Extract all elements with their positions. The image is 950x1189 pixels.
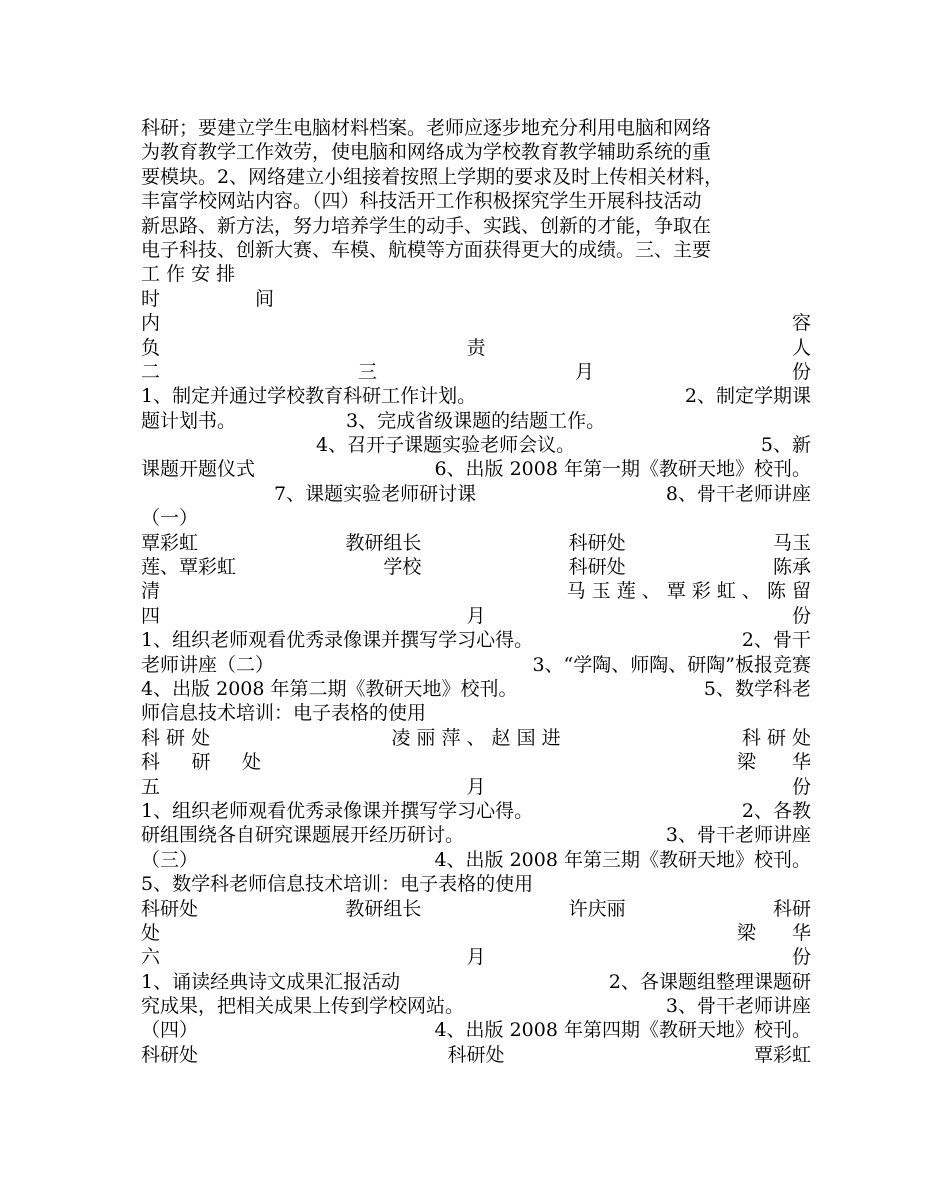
- document-page: [141, 116, 811, 1067]
- owner-line: 覃彩虹 教研组长 科研处 马玉: [141, 531, 811, 554]
- content-line: 师信息技术培训：电子表格的使用: [141, 702, 427, 725]
- owner-line: 科 研 处 梁 华: [141, 751, 811, 774]
- owner-line: 清 马 玉 莲 、 覃 彩 虹 、 陈 留: [141, 580, 811, 603]
- owner-line: 处 梁 华: [141, 921, 811, 944]
- content-line: 1、组织老师观看优秀录像课并撰写学习心得。 2、骨干: [141, 629, 811, 652]
- content-line: （四） 4、出版 2008 年第四期《教研天地》校刊。: [141, 1019, 811, 1042]
- content-line: 题计划书。 3、完成省级课题的结题工作。: [141, 409, 606, 432]
- month-row-feb-mar: 二 三 月 份: [141, 360, 811, 383]
- paragraph-line: 要模块。2、网络建立小组接着按照上学期的要求及时上传相关材料，: [141, 165, 724, 188]
- paragraph-line: 电子科技、创新大赛、车模、航模等方面获得更大的成绩。三、主要: [141, 238, 712, 261]
- content-line: 7、课题实验老师研讨课 8、骨干老师讲座: [274, 482, 811, 505]
- month-row-apr: 四 月 份: [141, 604, 811, 627]
- owner-line: 科 研 处 凌 丽 萍 、 赵 国 进 科 研 处: [141, 726, 811, 749]
- paragraph-line: 为教育教学工作效劳，使电脑和网络成为学校教育教学辅助系统的重: [141, 141, 712, 164]
- content-line: 1、组织老师观看优秀录像课并撰写学习心得。 2、各教: [141, 799, 811, 822]
- content-line: （一）: [141, 507, 199, 530]
- content-line: 4、召开子课题实验老师会议。 5、新: [316, 434, 811, 457]
- header-time: 时 间: [141, 287, 275, 310]
- month-row-may: 五 月 份: [141, 775, 811, 798]
- owner-line: 科研处 科研处 覃彩虹: [141, 1043, 811, 1066]
- content-line: 1、制定并通过学校教育科研工作计划。 2、制定学期课: [141, 385, 811, 408]
- section-heading: 工 作 安 排: [141, 263, 236, 286]
- content-line: 4、出版 2008 年第二期《教研天地》校刊。 5、数学科老: [141, 677, 811, 700]
- content-line: （三） 4、出版 2008 年第三期《教研天地》校刊。: [141, 848, 811, 871]
- paragraph-line: 新思路、新方法，努力培养学生的动手、实践、创新的才能，争取在: [141, 214, 712, 237]
- paragraph-line: 科研；要建立学生电脑材料档案。老师应逐步地充分利用电脑和网络: [141, 117, 712, 139]
- month-row-jun: 六 月 份: [141, 946, 811, 969]
- content-line: 1、诵读经典诗文成果汇报活动 2、各课题组整理课题研: [141, 970, 811, 993]
- content-line: 课题开题仪式 6、出版 2008 年第一期《教研天地》校刊。: [141, 458, 811, 481]
- content-line: 5、数学科老师信息技术培训：电子表格的使用: [141, 873, 534, 896]
- content-line: 老师讲座（二） 3、“学陶、师陶、研陶”板报竞赛: [141, 653, 811, 676]
- header-content: 内 容: [141, 312, 811, 335]
- owner-line: 科研处 教研组长 许庆丽 科研: [141, 897, 811, 920]
- paragraph-line: 丰富学校网站内容。（四）科技活开工作积极探究学生开展科技活动: [141, 190, 702, 213]
- header-owner: 负 责 人: [141, 336, 811, 359]
- content-line: 究成果，把相关成果上传到学校网站。 3、骨干老师讲座: [141, 995, 811, 1018]
- owner-line: 莲、覃彩虹 学校 科研处 陈承: [141, 556, 811, 579]
- content-line: 研组围绕各自研究课题展开经历研讨。 3、骨干老师讲座: [141, 824, 811, 847]
